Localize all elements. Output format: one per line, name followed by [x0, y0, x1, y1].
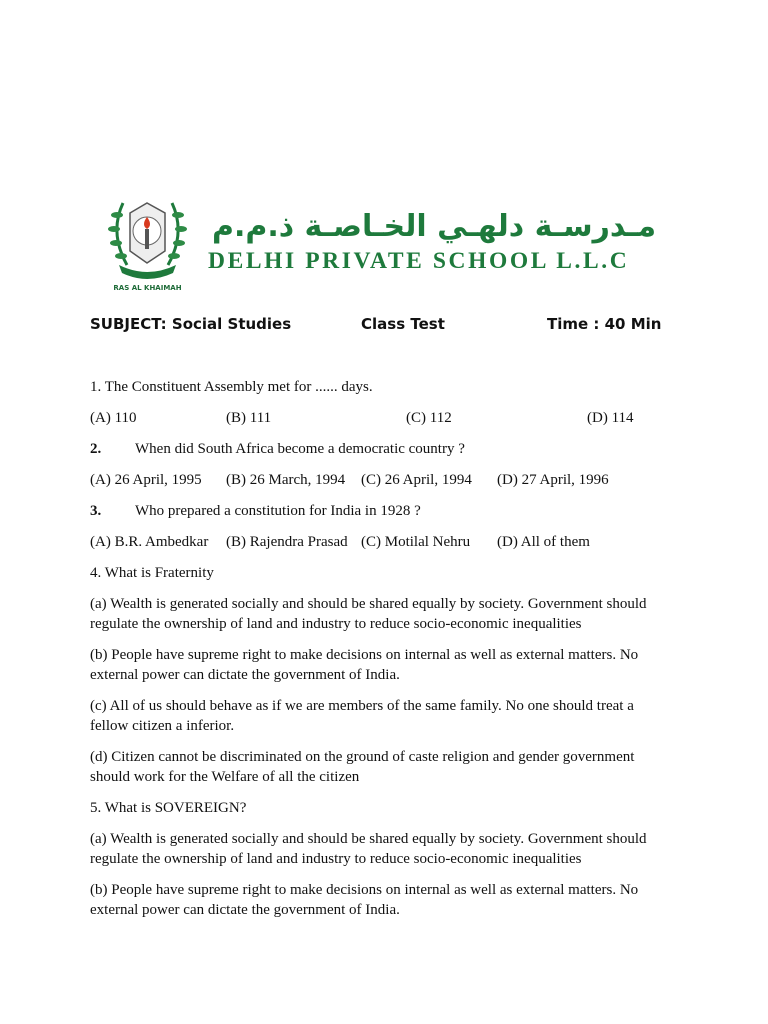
option-c: (C) Motilal Nehru [361, 534, 471, 550]
option-b: (B) Rajendra Prasad [226, 534, 348, 550]
question-2 [90, 439, 670, 459]
question-text: Who prepared a constitution for India in 1928 ? [135, 503, 421, 519]
question-number: 2. [90, 441, 102, 457]
option-b: (B) 26 March, 1994 [226, 472, 346, 488]
option-b: (B) 111 [226, 410, 272, 426]
time-label: Time : 40 Min [547, 315, 662, 333]
option-d: (D) 114 [587, 410, 634, 426]
option-a: (a) Wealth is generated socially and should be shared equally by society. Government should regulate the ownership of land and industry to reduce socio-economic inequalities [90, 831, 647, 867]
question-number: 3. [90, 503, 102, 519]
option-a: (A) 26 April, 1995 [90, 472, 202, 488]
option-c: (c) All of us should behave as if we are members of the same family. No one should treat a fellow citizen a inferior. [90, 698, 634, 734]
option-d: (D) 27 April, 1996 [497, 472, 609, 488]
subject-label: SUBJECT: Social Studies [90, 315, 292, 333]
question-text: When did South Africa become a democratic country ? [135, 441, 465, 457]
school-emblem-icon [105, 193, 190, 283]
questions [90, 377, 670, 931]
question-3-options [90, 532, 670, 552]
option-c: (C) 26 April, 1994 [361, 472, 472, 488]
option-d: (d) Citizen cannot be discriminated on the ground of caste religion and gender government should work for the Welfare of all the citizen [90, 749, 635, 785]
school-logo [100, 190, 670, 300]
question-1: 1. The Constituent Assembly met for ...... days. [90, 379, 373, 395]
option-c: (C) 112 [406, 410, 452, 426]
option-a: (A) 110 [90, 410, 137, 426]
option-d: (D) All of them [497, 534, 590, 550]
option-a: (A) B.R. Ambedkar [90, 534, 209, 550]
option-a: (a) Wealth is generated socially and should be shared equally by society. Government should regulate the ownership of land and industry to reduce socio-economic inequalities [90, 596, 647, 632]
question-4: 4. What is Fraternity [90, 565, 214, 581]
question-3 [90, 501, 670, 521]
option-b: (b) People have supreme right to make decisions on internal as well as external matters. No external power can dictate the government of India. [90, 882, 639, 918]
school-name-english: DELHI PRIVATE SCHOOL L.L.C [208, 248, 630, 274]
school-location: RAS AL KHAIMAH [113, 284, 182, 292]
option-b: (b) People have supreme right to make decisions on internal as well as external matters. No external power can dictate the government of India. [90, 647, 639, 683]
question-2-options [90, 470, 670, 490]
school-name-arabic: مـدرسـة دلهـي الخـاصـة ذ.م.م [211, 209, 657, 244]
test-type-label: Class Test [361, 315, 445, 333]
question-5: 5. What is SOVEREIGN? [90, 800, 247, 816]
question-1-options [90, 408, 670, 428]
